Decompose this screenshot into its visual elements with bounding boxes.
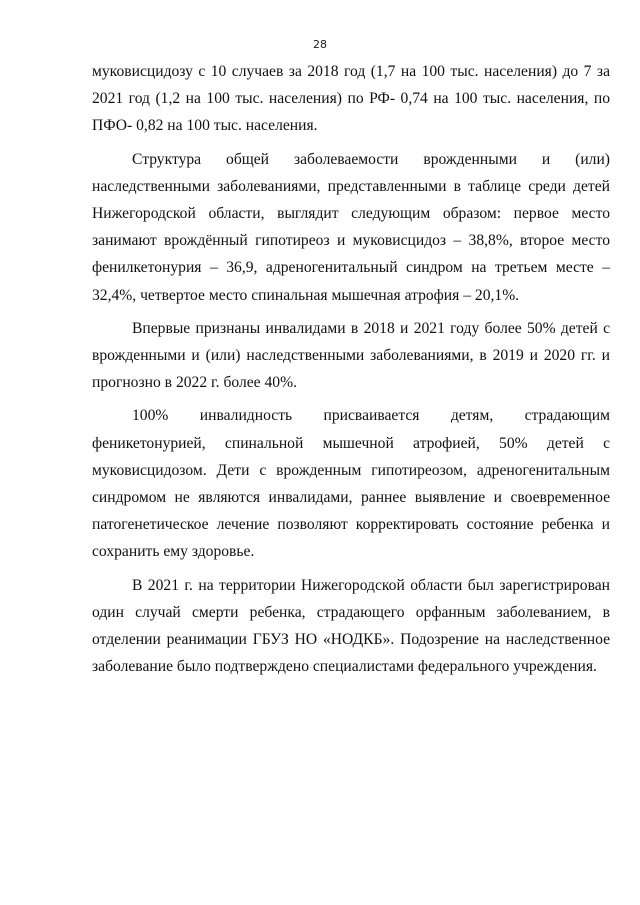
page-number: 28 bbox=[313, 38, 327, 51]
paragraph-mortality-case: В 2021 г. на территории Нижегородской области был зарегистрирован один случай смерти ребенка, страдающего орфанным заболеванием, в отделении реанимации ГБУЗ НО «НОДКБ». Подозрение на наследственное заболевание было подтверждено специалистами федерального учреждения. bbox=[92, 576, 610, 676]
body-text bbox=[92, 58, 610, 680]
paragraph-continuation: муковисцидозу с 10 случаев за 2018 год (1,7 на 100 тыс. населения) до 7 за 2021 год (1,2 на 100 тыс. населения) по РФ- 0,74 на 100 тыс. населения, по ПФО- 0,82 на 100 тыс. населения. bbox=[92, 63, 610, 135]
paragraph-disease-structure: Структура общей заболеваемости врожденными и (или) наследственными заболеваниями, представленными в таблице среди детей Нижегородской области, выглядит следующим образом: первое место занимают врождённый гипотиреоз и муковисцидоз – 38,8%, второе место фенилкетонурия – 36,9, адреногенитальный синдром на третьем месте – 32,4%, четвертое место спинальная мышечная атрофия – 20,1%. bbox=[92, 150, 610, 304]
paragraph-disability-share: Впервые признаны инвалидами в 2018 и 2021 году более 50% детей с врожденными и (или) наследственными заболеваниями, в 2019 и 2020 гг. и прогнозно в 2022 г. более 40%. bbox=[92, 319, 610, 392]
paragraph-disability-criteria: 100% инвалидность присваивается детям, страдающим феникетонурией, спинальной мышечной атрофией, 50% детей с муковисцидозом. Дети с врожденным гипотиреозом, адреногенитальным синдромом не являются инвалидами, раннее выявление и своевременное патогенетическое лечение позволяют корректировать состояние ребенка и сохранить ему здоровье. bbox=[92, 407, 610, 561]
